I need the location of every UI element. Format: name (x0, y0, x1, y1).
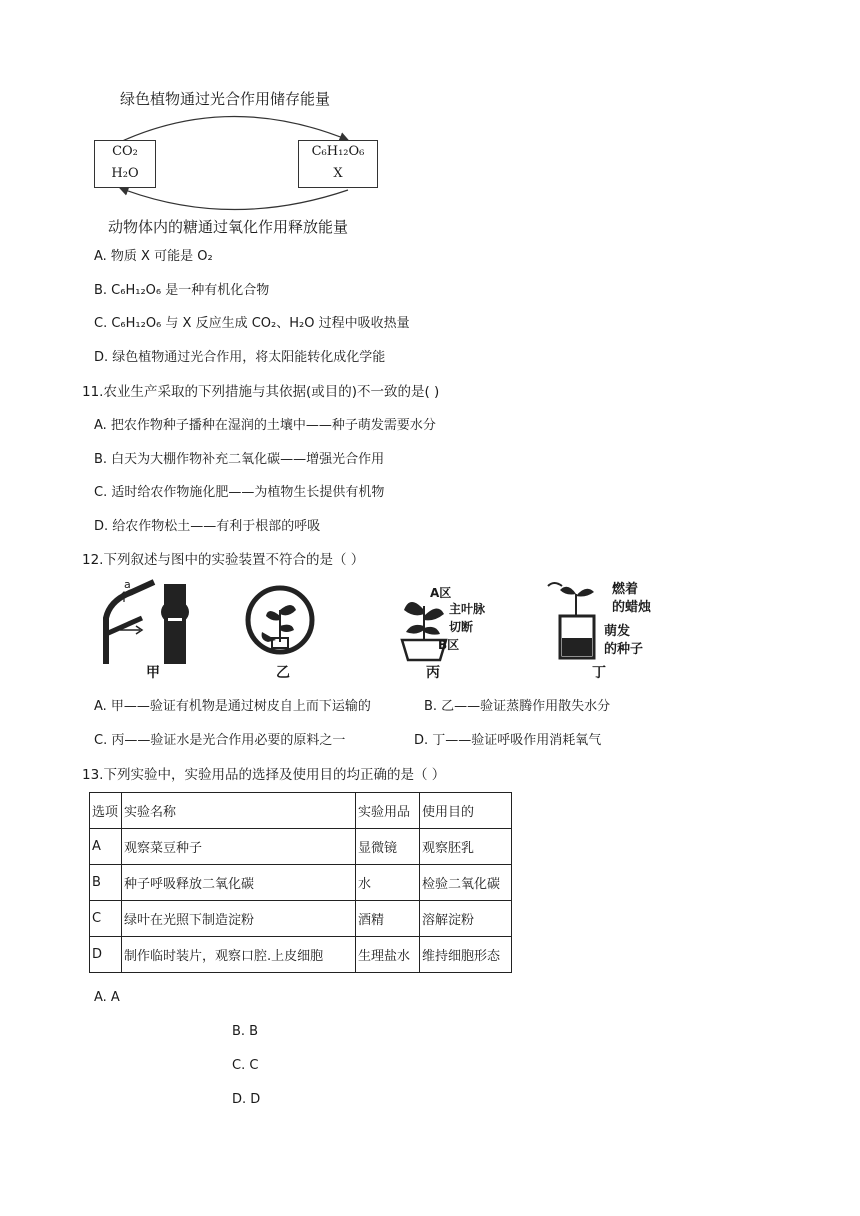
right-box-line2: X (333, 166, 343, 181)
table-cell: 绿叶在光照下制造淀粉 (122, 901, 356, 937)
q13-option-c: C. C (232, 1058, 259, 1073)
q13-option-b: B. B (232, 1024, 259, 1039)
q13-table (89, 792, 512, 973)
figure-jia-drawing (92, 578, 202, 664)
q11-option-b: B. 白天为大棚作物补充二氧化碳——增强光合作用 (94, 452, 385, 467)
left-box-line2: H₂O (111, 166, 139, 181)
figure-ding-drawing (540, 580, 612, 664)
figure-ding-candle-2: 的蜡烛 (612, 600, 652, 615)
right-box (298, 140, 378, 188)
figure-jia-a-label: a (124, 578, 131, 591)
experiment-figures (92, 578, 666, 682)
figure-bing-label: 丙 (426, 665, 440, 681)
figure-ding-seed-1: 萌发 (604, 624, 631, 639)
table-cell: 酒精 (356, 901, 420, 937)
figure-bing-main-vein: 主叶脉 (449, 602, 486, 616)
right-box-line1: C₆H₁₂O₆ (311, 144, 365, 159)
table-header-cell: 实验用品 (356, 793, 420, 829)
figure-bing-cut: 切断 (449, 620, 474, 634)
table-header-cell: 使用目的 (420, 793, 512, 829)
table-cell: 水 (356, 865, 420, 901)
q13-option-d: D. D (232, 1092, 261, 1107)
q11-option-d: D. 给农作物松土——有利于根部的呼吸 (94, 519, 321, 534)
figure-bing-a-zone: A区 (430, 586, 452, 600)
table-cell: 制作临时装片，观察口腔.上皮细胞 (122, 937, 356, 973)
figure-ding-candle-1: 燃着 (612, 582, 639, 597)
table-cell: 检验二氧化碳 (420, 865, 512, 901)
table-cell: 显微镜 (356, 829, 420, 865)
table-cell: B (90, 865, 122, 901)
figure-bing-b-zone: B区 (438, 638, 460, 652)
table-cell: 维持细胞形态 (420, 937, 512, 973)
q12-option-b: B. 乙——验证蒸腾作用散失水分 (424, 699, 611, 714)
q12-option-d: D. 丁——验证呼吸作用消耗氧气 (414, 733, 602, 748)
table-header-cell: 实验名称 (122, 793, 356, 829)
q10-option-a: A. 物质 X 可能是 O₂ (94, 249, 213, 264)
table-cell: 观察胚乳 (420, 829, 512, 865)
table-row (90, 865, 512, 901)
q13-stem: 13.下列实验中，实验用品的选择及使用目的均正确的是（ ） (82, 767, 446, 783)
left-box-line1: CO₂ (112, 144, 138, 159)
table-row (90, 901, 512, 937)
q12-option-a: A. 甲——验证有机物是通过树皮自上而下运输的 (94, 699, 371, 714)
q12-stem: 12.下列叙述与图中的实验装置不符合的是（ ） (82, 552, 365, 568)
table-header-row (90, 793, 512, 829)
left-box (94, 140, 156, 188)
q11-option-a: A. 把农作物种子播种在湿润的土壤中——种子萌发需要水分 (94, 418, 436, 433)
figure-yi-drawing (242, 580, 322, 664)
table-cell: 生理盐水 (356, 937, 420, 973)
bottom-arrow (120, 188, 348, 210)
q12-option-c: C. 丙——验证水是光合作用必要的原料之一 (94, 733, 346, 748)
table-row (90, 937, 512, 973)
q11-stem: 11.农业生产采取的下列措施与其依据(或目的)不一致的是( ) (82, 384, 440, 400)
bottom-caption: 动物体内的糖通过氧化作用释放能量 (108, 218, 349, 236)
table-cell: A (90, 829, 122, 865)
top-caption: 绿色植物通过光合作用储存能量 (120, 90, 331, 108)
table-header-cell: 选项 (90, 793, 122, 829)
q10-option-d: D. 绿色植物通过光合作用，将太阳能转化成化学能 (94, 350, 386, 365)
top-arrow (120, 116, 348, 142)
table-cell: C (90, 901, 122, 937)
q10-option-c: C. C₆H₁₂O₆ 与 X 反应生成 CO₂、H₂O 过程中吸收热量 (94, 316, 410, 331)
table-cell: 观察菜豆种子 (122, 829, 356, 865)
table-cell: 溶解淀粉 (420, 901, 512, 937)
table-cell: 种子呼吸释放二氧化碳 (122, 865, 356, 901)
q13-option-a: A. A (94, 990, 120, 1005)
table-cell: D (90, 937, 122, 973)
table-row (90, 829, 512, 865)
q11-option-c: C. 适时给农作物施化肥——为植物生长提供有机物 (94, 485, 385, 500)
figure-yi-label: 乙 (276, 665, 290, 681)
figure-ding-seed-2: 的种子 (604, 642, 644, 657)
figure-jia-label: 甲 (146, 665, 160, 681)
figure-ding-label: 丁 (592, 665, 606, 681)
q10-option-b: B. C₆H₁₂O₆ 是一种有机化合物 (94, 283, 270, 298)
energy-cycle-diagram (90, 82, 390, 242)
